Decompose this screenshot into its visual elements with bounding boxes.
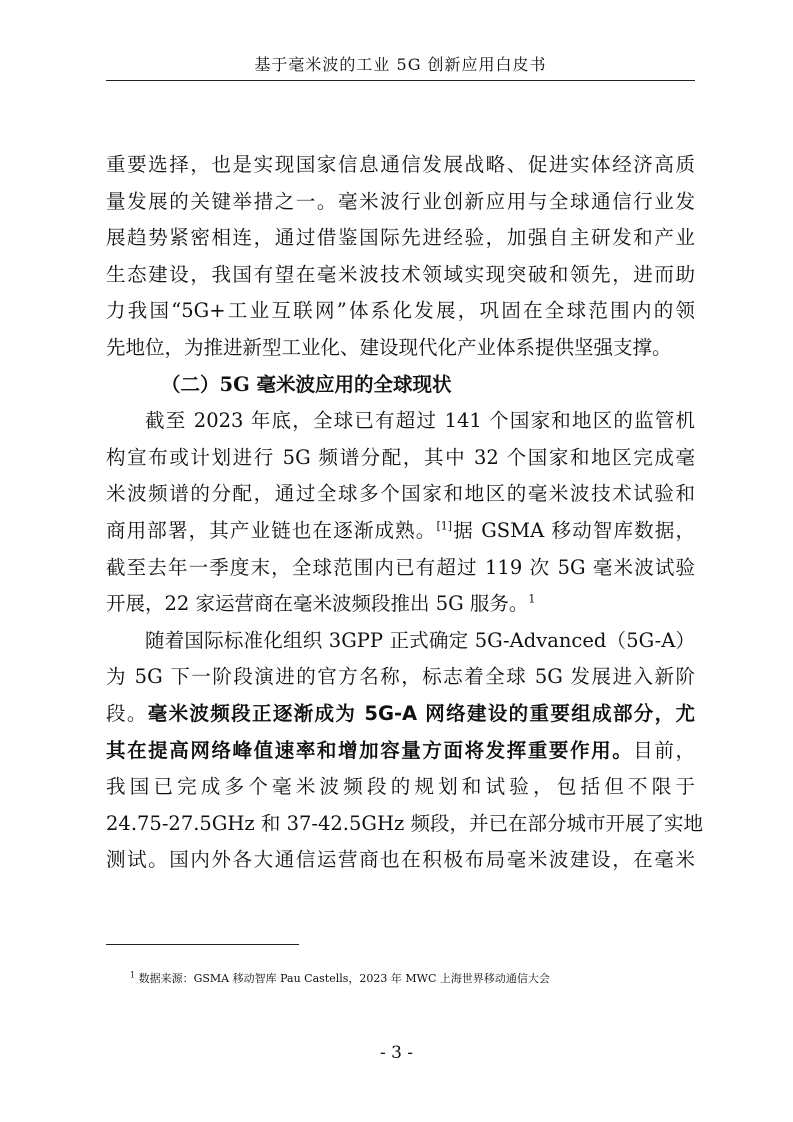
paragraph-line: 重要选择，也是实现国家信息通信发展战略、促进实体经济高质: [106, 153, 695, 176]
section-heading: （二）5G 毫米波应用的全球现状: [161, 372, 452, 396]
paragraph-line: [106, 513, 695, 550]
line-text: 据 GSMA 移动智库数据，: [452, 518, 695, 542]
paragraph-line: 24.75-27.5GHz 和 37-42.5GHz 频段，并已在部分城市开展了实地: [106, 811, 703, 835]
emphasis-text: 其在提高网络峰值速率和增加容量方面将发挥重要作用。: [106, 738, 634, 762]
footnote-divider: [106, 944, 299, 945]
paragraph-line: [106, 733, 695, 770]
paragraph-line: 构宣布或计划进行 5G 频谱分配，其中 32 个国家和地区完成毫: [106, 445, 695, 469]
paragraph-line: 我国已完成多个毫米波频段的规划和试验，包括但不限于: [106, 775, 695, 799]
footnote-marker[interactable]: 1: [528, 592, 536, 606]
line-text: 商用部署，其产业链也在逐渐成熟。: [106, 518, 437, 542]
paragraph-line: 展趋势紧密相连，通过借鉴国际先进经验，加强自主研发和产业: [106, 226, 695, 250]
paragraph-line: 力我国“5G+工业互联网”体系化发展，巩固在全球范围内的领: [106, 299, 695, 323]
line-text: 段。: [106, 701, 148, 725]
paragraph-line: 量发展的关键举措之一。毫米波行业创新应用与全球通信行业发: [106, 189, 695, 213]
paragraph-line: 截至 2023 年底，全球已有超过 141 个国家和地区的监管机: [145, 409, 695, 433]
paragraph-line: 米波频谱的分配，通过全球多个国家和地区的毫米波技术试验和: [106, 482, 695, 506]
emphasis-text: 毫米波频段正逐渐成为 5G-A 网络建设的重要组成部分，尤: [147, 701, 695, 725]
footnote-text: 数据来源：GSMA 移动智库 Pau Castells，2023 年 MWC 上海世界移动通信大会: [138, 972, 550, 985]
paragraph-line: [106, 696, 695, 733]
paragraph-line: 生态建设，我国有望在毫米波技术领域实现突破和领先，进而助: [106, 262, 695, 286]
paragraph-line: [106, 586, 695, 623]
paragraph-line: 为 5G 下一阶段演进的官方名称，标志着全球 5G 发展进入新阶: [106, 665, 695, 689]
paragraph-line: 截至去年一季度末，全球范围内已有超过 119 次 5G 毫米波试验: [106, 555, 695, 579]
reference-marker[interactable]: [1]: [436, 519, 453, 533]
line-text: 开展，22 家运营商在毫米波频段推出 5G 服务。: [106, 592, 529, 616]
running-header: 基于毫米波的工业 5G 创新应用白皮书: [254, 55, 547, 74]
body-text: [106, 147, 703, 879]
footnote: [130, 970, 550, 986]
paragraph-line: 先地位，为推进新型工业化、建设现代化产业体系提供坚强支撑。: [106, 335, 672, 359]
header-divider: [106, 80, 695, 81]
footnote-number: 1: [130, 970, 136, 980]
page-number: - 3 -: [379, 1043, 414, 1063]
paragraph-line: 随着国际标准化组织 3GPP 正式确定 5G-Advanced（5G-A）: [145, 628, 695, 652]
line-text: 目前，: [633, 738, 695, 762]
paragraph-line: 测试。国内外各大通信运营商也在积极布局毫米波建设，在毫米: [106, 848, 695, 872]
